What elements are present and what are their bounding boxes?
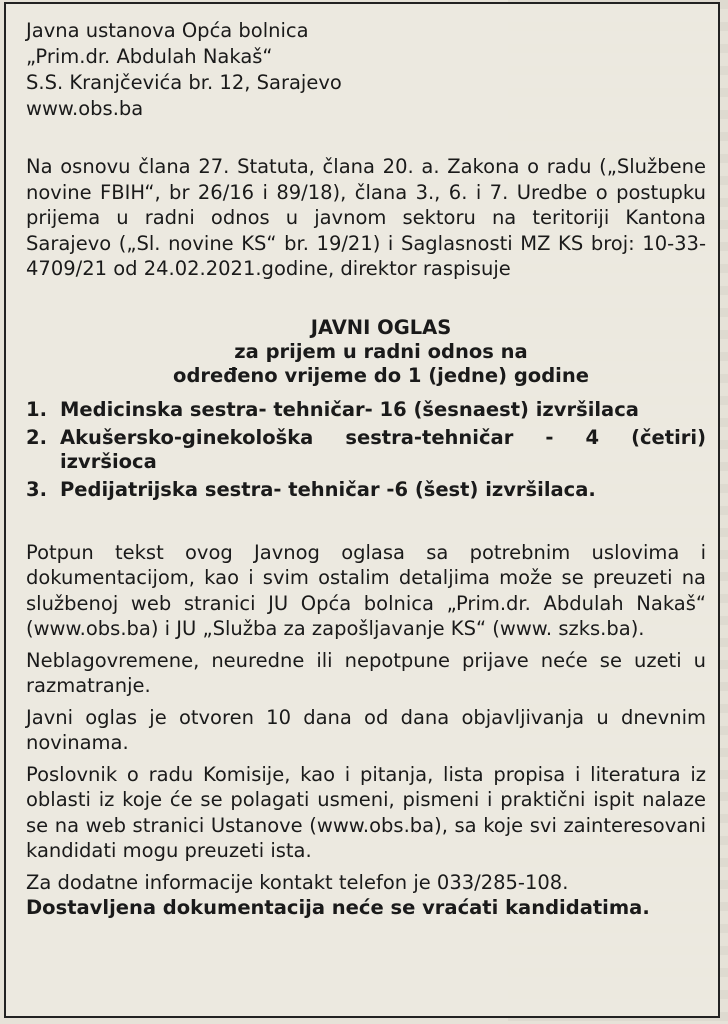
item-text: Medicinska sestra- tehničar- 16 (šesnaest) izvršilaca bbox=[60, 397, 639, 421]
title-subheading: određeno vrijeme do 1 (jedne) godine bbox=[173, 363, 589, 387]
legal-preamble: Na osnovu člana 27. Statuta, člana 20. a. Zakona o radu („Službene novine FBIH“, br 26/16 i 89/18), člana 3., 6. i 7. Uredbe o postupku prijema u radni odnos u javnom sektoru na teritoriji Kantona Sarajevo („Sl. novine KS“ br. 19/21) i Saglasnosti MZ KS broj: 10-33-4709/21 od 24.02.2021.godine, direktor raspisuje bbox=[26, 155, 706, 280]
list-item bbox=[26, 478, 706, 502]
item-number: 2. bbox=[26, 425, 47, 449]
title-subheading: za prijem u radni odnos na bbox=[234, 339, 528, 363]
announcement-title bbox=[26, 316, 706, 388]
institution-address bbox=[26, 18, 706, 122]
item-number: 1. bbox=[26, 397, 47, 421]
address-line: „Prim.dr. Abdulah Nakaš“ bbox=[26, 45, 273, 68]
paragraph: Za dodatne informacije kontakt telefon je 033/285-108. bbox=[26, 870, 569, 894]
paragraph: Poslovnik o radu Komisije, kao i pitanja, lista propisa i literatura iz oblasti iz koje će se polagati usmeni, pismeni i praktični ispit nalaze se na web stranici Ustanove (www.obs.ba), sa koje svi zainteresovani kandidati mogu preuzeti ista. bbox=[26, 762, 706, 862]
announcement-body bbox=[26, 540, 706, 921]
title-heading: JAVNI OGLAS bbox=[310, 315, 452, 339]
item-text: Akušersko-ginekološka sestra-tehničar - 4 (četiri) izvršioca bbox=[60, 425, 706, 473]
list-item bbox=[26, 426, 706, 474]
closing-note: Dostavljena dokumentacija neće se vraćati kandidatima. bbox=[26, 896, 650, 919]
positions-list bbox=[26, 398, 706, 502]
paragraph: Javni oglas je otvoren 10 dana od dana objavljivanja u dnevnim novinama. bbox=[26, 705, 706, 754]
paragraph: Neblagovremene, neuredne ili nepotpune prijave neće se uzeti u razmatranje. bbox=[26, 648, 706, 697]
item-text: Pedijatrijska sestra- tehničar -6 (šest) izvršilaca. bbox=[60, 477, 596, 501]
list-item bbox=[26, 398, 706, 422]
website-link[interactable]: www.obs.ba bbox=[26, 97, 144, 120]
item-number: 3. bbox=[26, 477, 47, 501]
address-line: Javna ustanova Opća bolnica bbox=[26, 19, 309, 42]
job-advertisement bbox=[4, 2, 720, 1018]
address-line: S.S. Kranjčevića br. 12, Sarajevo bbox=[26, 71, 342, 94]
paragraph: Potpun tekst ovog Javnog oglasa sa potrebnim uslovima i dokumentacijom, kao i svim ostalim detaljima može se preuzeti na službenoj web stranici JU Opća bolnica „Prim.dr. Abdulah Nakaš“ (www.obs.ba) i JU „Služba za zapošljavanje KS“ (www. szks.ba). bbox=[26, 540, 706, 640]
